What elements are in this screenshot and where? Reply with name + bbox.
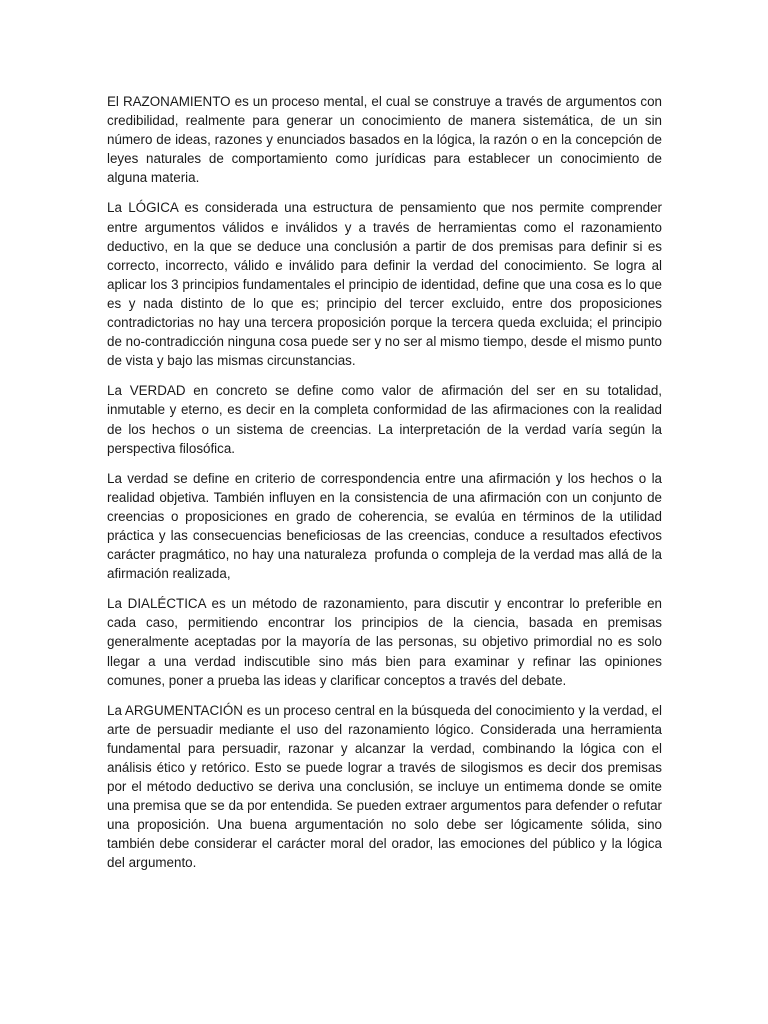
paragraph-dialectica: La DIALÉCTICA es un método de razonamiento, para discutir y encontrar lo preferible en cada caso, permitiendo encontrar los principios de la ciencia, basada en premisas generalmente aceptadas por la mayoría de las personas, su objetivo primordial no es solo llegar a una verdad indiscutible sino más bien para examinar y refinar las opiniones comunes, poner a prueba las ideas y clarificar conceptos a través del debate. — [107, 596, 666, 688]
paragraph-razonamiento: El RAZONAMIENTO es un proceso mental, el cual se construye a través de argumentos con credibilidad, realmente para generar un conocimiento de manera sistemática, de un sin número de ideas, razones y enunciados basados en la lógica, la razón o en la concepción de leyes naturales de comportamiento como jurídicas para establecer un conocimiento de alguna materia. — [107, 94, 670, 186]
paragraph-verdad: La VERDAD en concreto se define como valor de afirmación del ser en su totalidad, inmutable y eterno, es decir en la completa conformidad de las afirmaciones con la realidad de los hechos o un sistema de creencias. La interpretación de la verdad varía según la perspectiva filosófica. — [107, 383, 666, 456]
document-page — [107, 92, 670, 884]
paragraph-verdad-criterio: La verdad se define en criterio de correspondencia entre una afirmación y los hechos o la realidad objetiva. También influyen en la consistencia de una afirmación con un conjunto de creencias o proposiciones en grado de coherencia, se evalúa en términos de la utilidad práctica y las consecuencias beneficiosas de las creencias, conduce a resultados efectivos carácter pragmático, no hay una naturaleza profunda o compleja de la verdad mas allá de la afirmación realizada, — [107, 470, 666, 582]
paragraph-argumentacion: La ARGUMENTACIÓN es un proceso central en la búsqueda del conocimiento y la verdad, el arte de persuadir mediante el uso del razonamiento lógico. Considerada una herramienta fundamental para persuadir, razonar y alcanzar la verdad, combinando la lógica con el análisis ético y retórico. Esto se puede lograr a través de silogismos es decir dos premisas por el método deductivo se deriva una conclusión, se incluye un entimema donde se omite una premisa que se da por entendida. Se pueden extraer argumentos para defender o refutar una proposición. Una buena argumentación no solo debe ser lógicamente sólida, sino también debe considerar el carácter moral del orador, las emociones del público y la lógica del argumento. — [107, 702, 666, 871]
paragraph-logica: La LÓGICA es considerada una estructura de pensamiento que nos permite comprender entre argumentos válidos e inválidos y a través de herramientas como el razonamiento deductivo, en la que se deduce una conclusión a partir de dos premisas para definir si es correcto, incorrecto, válido e inválido para definir la verdad del conocimiento. Se logra al aplicar los 3 principios fundamentales el principio de identidad, define que una cosa es lo que es y nada distinto de lo que es; principio del tercer excluido, entre dos proposiciones contradictorias no hay una tercera proposición porque la tercera queda excluida; el principio de no-contradicción ninguna cosa puede ser y no ser al mismo tiempo, desde el mismo punto de vista y bajo las mismas circunstancias. — [107, 200, 666, 369]
